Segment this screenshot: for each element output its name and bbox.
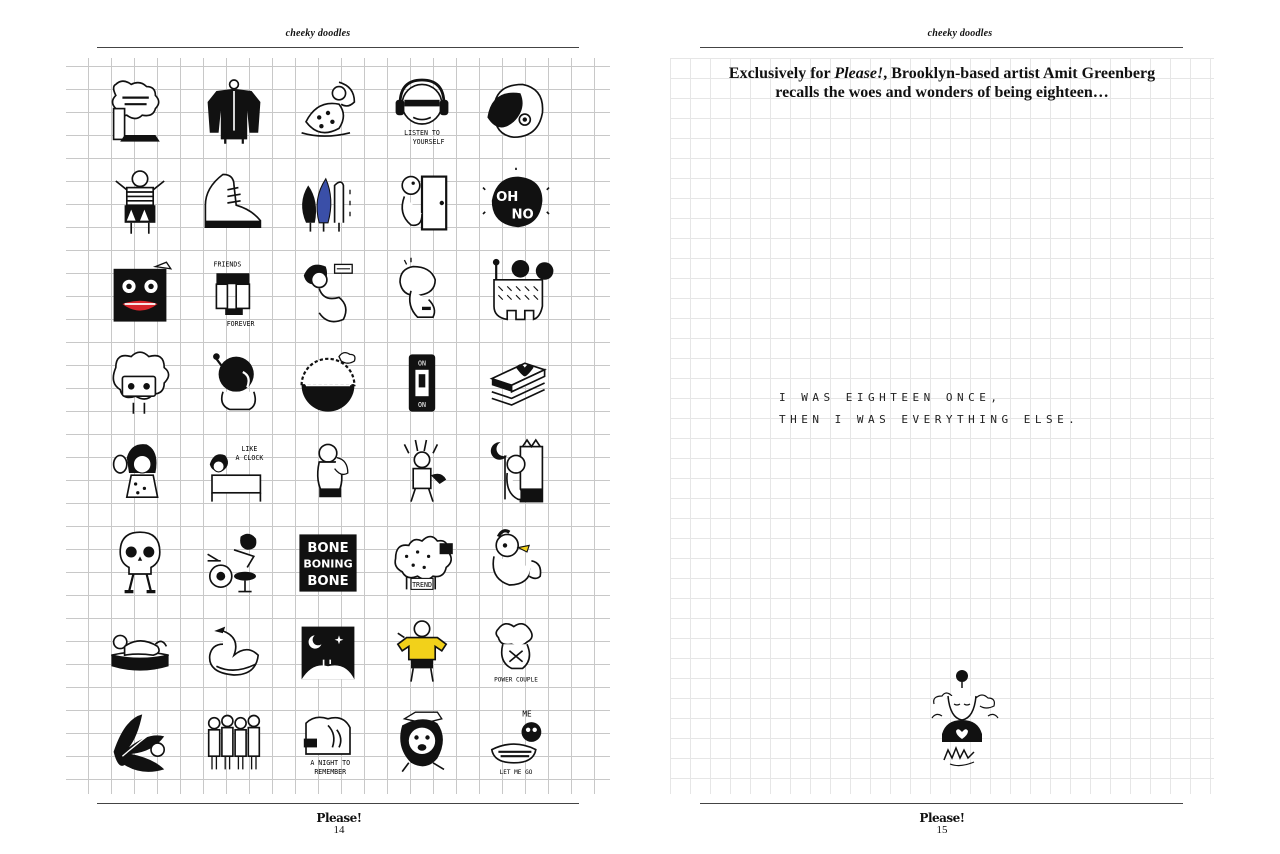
doodle-mask-face (93, 248, 187, 338)
doodle-text: NO (511, 207, 534, 223)
doodle-dancing-kid (375, 428, 469, 518)
doodle-text: FRIENDS (213, 260, 242, 269)
page-number: 15 (936, 824, 948, 836)
intro-brand: Please! (834, 65, 884, 82)
doodle-mouse-ears-creature (469, 248, 563, 338)
doodle-jacket (187, 68, 281, 158)
doodle-striped-kid (93, 158, 187, 248)
doodle-book-stack (469, 338, 563, 428)
doodle-text: LISTEN TO (404, 129, 440, 137)
self-portrait-doodle (930, 668, 1000, 772)
doodle-throne-moon (469, 428, 563, 518)
doodle-trees (281, 158, 375, 248)
footer-rule (700, 803, 1183, 804)
doodle-text: OH (496, 189, 519, 205)
footer-rule (97, 803, 579, 804)
doodle-reclining-lady (281, 68, 375, 158)
header-rule (97, 47, 579, 48)
page-footer (882, 812, 1002, 836)
doodle-me-let-me-go (469, 698, 563, 788)
running-header: cheeky doodles (285, 28, 351, 39)
doodle-text: POWER COUPLE (494, 676, 538, 684)
doodle-skull (93, 518, 187, 608)
quote-line-1: I WAS EIGHTEEN ONCE, (779, 391, 1002, 404)
doodle-sleep-like-clock (187, 428, 281, 518)
doodle-lounging-figure (93, 608, 187, 698)
doodle-dancing-figure (281, 248, 375, 338)
doodle-on-switch (375, 338, 469, 428)
right-page (640, 0, 1280, 854)
doodle-text: A NIGHT TO (310, 759, 351, 767)
doodle-blob-creature (469, 68, 563, 158)
doodle-text: BONING (303, 557, 353, 571)
doodle-sun-bowl (281, 338, 375, 428)
header-rule (700, 47, 1183, 48)
doodle-night-to-remember (281, 698, 375, 788)
magazine-logo: Please! (919, 811, 965, 825)
doodle-bomb-head (187, 338, 281, 428)
running-header: cheeky doodles (927, 28, 993, 39)
quote-line-2: THEN I WAS EVERYTHING ELSE. (779, 413, 1080, 426)
doodle-text: REMEMBER (314, 767, 347, 776)
doodle-drummer (187, 518, 281, 608)
doodle-text: FOREVER (226, 320, 255, 328)
doodle-text: ON (418, 401, 426, 410)
doodle-yellow-shirt-kid (375, 608, 469, 698)
doodle-sneaker (187, 158, 281, 248)
doodle-cassette-cloud (93, 338, 187, 428)
doodle-text: LIKE (241, 445, 258, 453)
doodle-oh-no-burst (469, 158, 563, 248)
magazine-logo: Please! (316, 811, 362, 825)
doodle-sheep-trend (375, 518, 469, 608)
intro-text: Exclusively for (728, 65, 835, 82)
doodle-swan (187, 608, 281, 698)
handwritten-quote (779, 387, 1079, 431)
doodle-grid (93, 68, 563, 788)
doodle-mirror-girl (93, 428, 187, 518)
doodle-text: ME (522, 709, 532, 719)
doodle-text: YOURSELF (412, 137, 445, 146)
doodle-text: ON (418, 359, 426, 368)
doodle-lineup (187, 698, 281, 788)
doodle-shouting-face (375, 698, 469, 788)
doodle-friends-forever (187, 248, 281, 338)
intro-line-2: recalls the woes and wonders of being eighteen… (775, 84, 1109, 101)
doodle-bent-figure (375, 248, 469, 338)
doodle-text: A CLOCK (235, 453, 264, 462)
page-number: 14 (333, 824, 345, 836)
doodle-leaf-pile (93, 698, 187, 788)
doodle-door-peek (375, 158, 469, 248)
doodle-text: LET ME GO (499, 768, 533, 776)
page-footer (279, 812, 399, 836)
doodle-speech-person (93, 68, 187, 158)
doodle-text: TREND (412, 581, 432, 590)
doodle-bone-boning-bone (281, 518, 375, 608)
intro-text: , Brooklyn-based artist Amit Greenberg (883, 65, 1156, 82)
doodle-duck-cake (469, 518, 563, 608)
doodle-headphones (375, 68, 469, 158)
doodle-bird-figure (281, 428, 375, 518)
doodle-power-couple (469, 608, 563, 698)
doodle-night-window (281, 608, 375, 698)
doodle-text: BONE (307, 574, 349, 589)
doodle-text: BONE (307, 541, 349, 556)
portrait-illustration (930, 668, 1000, 772)
intro-paragraph (640, 64, 1244, 102)
